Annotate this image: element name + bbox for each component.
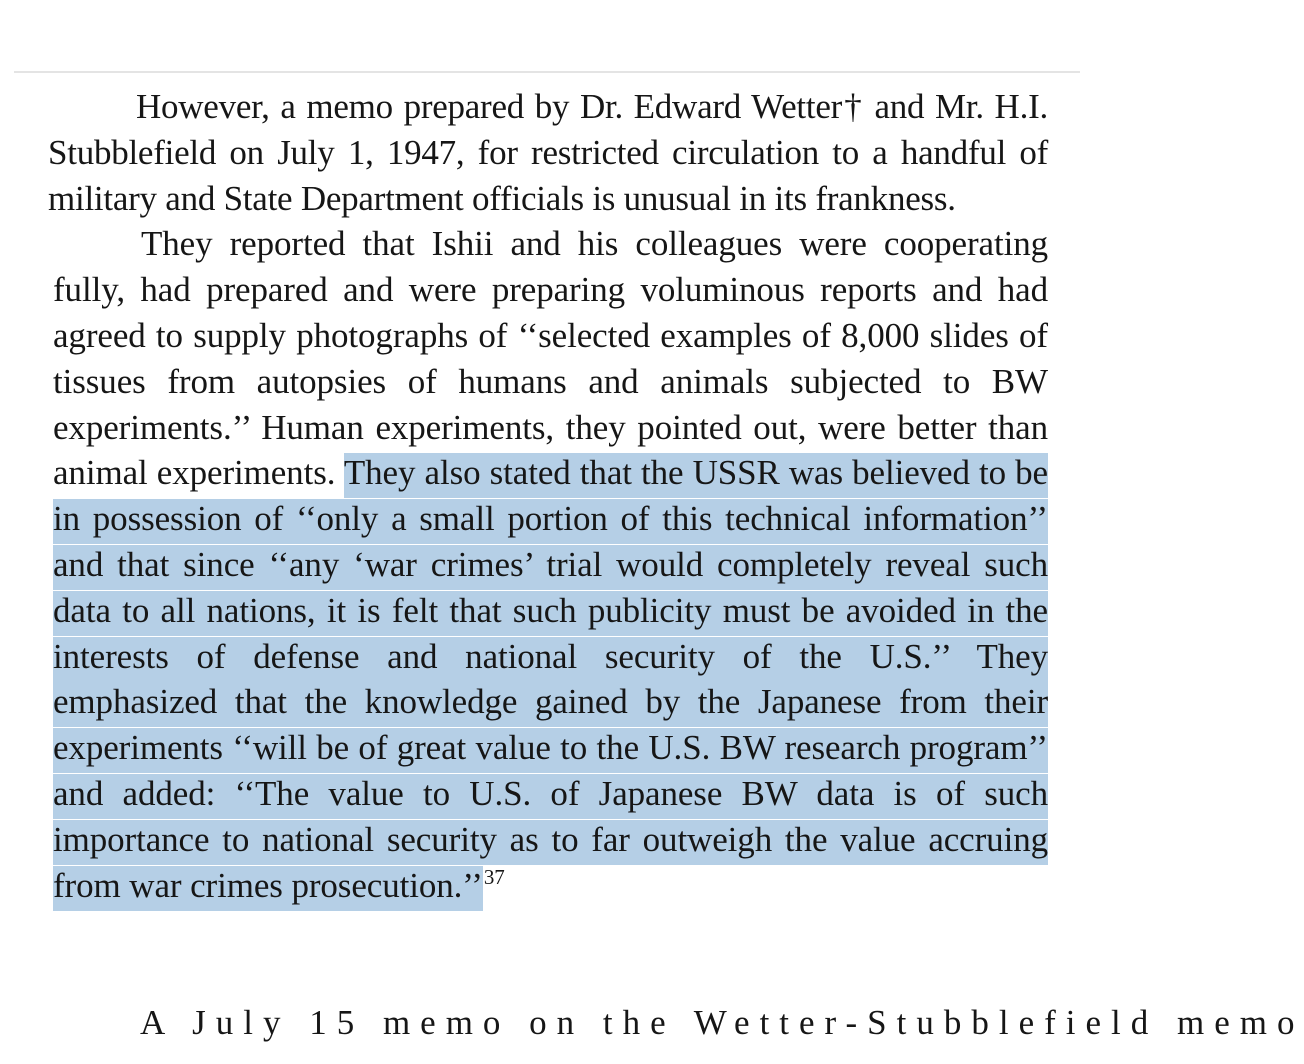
paragraph-plain-text: They reported that Ishii and his colleagues were cooperating fully, had prepared and were preparing voluminous reports and had agreed to supply photographs of ‘‘selected examples of 8,000 slides of tissues from autopsies of humans and animals subjected to BW experiments.’’ Human experiments, they pointed out, were better than animal experiments. — [53, 224, 1048, 493]
next-line-text: A July 15 memo on the Wetter-Stubblefield memo — [140, 1003, 1304, 1042]
footnote-reference[interactable]: 37 — [483, 864, 505, 889]
paragraph-ishii-report — [53, 221, 1048, 908]
paragraph-memo-intro: However, a memo prepared by Dr. Edward Wetter† and Mr. H.I. Stubblefield on July 1, 1947, for restricted circulation to a handful of military and State Department officials is unusual in its frankness. — [48, 87, 1048, 218]
next-line-cut-off — [140, 1003, 1304, 1042]
page-top-divider — [14, 71, 1080, 73]
highlighted-text-selection[interactable]: They also stated that the USSR was believed to be in possession of ‘‘only a small portion of this technical information’’ and that since ‘‘any ‘war crimes’ trial would completely reveal such data to all nations, it is felt that such publicity must be avoided in the interests of defense and national security of the U.S.’’ They emphasized that the knowledge gained by the Japanese from their experiments ‘‘will be of great value to the U.S. BW research program’’ and added: ‘‘The value to U.S. of Japanese BW data is of such importance to national security as to far outweigh the value accruing from war crimes prosecution.’’ — [53, 453, 1048, 910]
document-page — [48, 84, 1048, 908]
